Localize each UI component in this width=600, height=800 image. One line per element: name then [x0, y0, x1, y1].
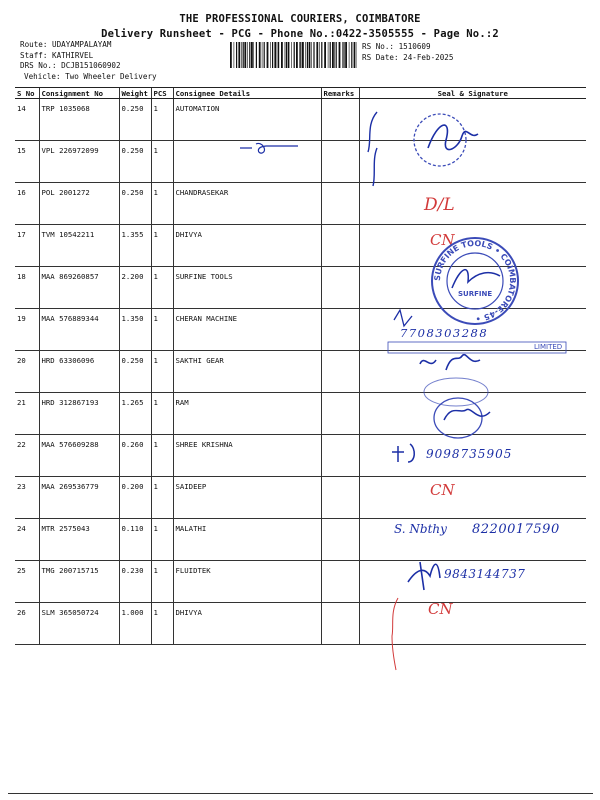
weight-cell: 0.110 [119, 519, 151, 561]
consignee-cell: SURFINE TOOLS [173, 267, 321, 309]
barcode-bar [316, 42, 318, 68]
barcode-bar [309, 42, 311, 68]
barcode-bar [238, 42, 240, 68]
consignee-cell: CHANDRASEKAR [173, 183, 321, 225]
consignee-cell: RAM [173, 393, 321, 435]
consignee-cell: CHERAN MACHINE [173, 309, 321, 351]
sno-cell: 17 [15, 225, 39, 267]
sno-cell: 22 [15, 435, 39, 477]
barcode-bar [319, 42, 320, 68]
remarks-cell [321, 141, 359, 183]
runsheet-subtitle: Delivery Runsheet - PCG - Phone No.:0422-3505555 - Page No.:2 [101, 28, 499, 40]
barcode-bar [286, 42, 287, 68]
stamp-ring-path: SURFINE TOOLS • COIMBATORE-45 • [432, 238, 518, 324]
consignee-cell: AUTOMATION [173, 99, 321, 141]
barcode-bar [307, 42, 308, 68]
barcode-bar [251, 42, 253, 68]
barcode-bar [270, 42, 271, 68]
barcode-bar [264, 42, 265, 68]
barcode-bar [262, 42, 263, 68]
barcode-bar [253, 42, 254, 68]
table-row [15, 267, 586, 309]
phone-row24: 8220017590 [472, 522, 560, 537]
barcode-bar [343, 42, 344, 68]
consignment-cell: MAA 576609288 [39, 435, 119, 477]
seal-signature-cell [359, 477, 586, 519]
seal-signature-cell [359, 141, 586, 183]
col-pcs: PCS [151, 88, 173, 99]
consignment-cell: POL 2001272 [39, 183, 119, 225]
pcs-cell: 1 [151, 561, 173, 603]
pcs-cell: 1 [151, 393, 173, 435]
phone-row25: 9843144737 [444, 567, 526, 581]
weight-cell: 1.000 [119, 603, 151, 645]
remarks-cell [321, 393, 359, 435]
weight-cell: 0.230 [119, 561, 151, 603]
pcs-cell: 1 [151, 99, 173, 141]
staff-text: Staff: KATHIRVEL [20, 50, 94, 60]
remarks-cell [321, 267, 359, 309]
table-row [15, 603, 586, 645]
consignment-cell: HRD 63306096 [39, 351, 119, 393]
rs-date-text: RS Date: 24-Feb-2025 [362, 52, 454, 62]
barcode-bar [294, 42, 295, 68]
barcode-bar [305, 42, 306, 68]
barcode-bar [234, 42, 235, 68]
rs-no-text: RS No.: 1510609 [362, 42, 431, 51]
barcode-bar [299, 42, 300, 68]
cn-mark-row26: CN [428, 600, 453, 618]
col-weight: Weight [119, 88, 151, 99]
seal-signature-cell [359, 351, 586, 393]
barcode-bar [259, 42, 261, 68]
consignment-cell: TRP 1035068 [39, 99, 119, 141]
consignment-cell: TVM 10542211 [39, 225, 119, 267]
seal-signature-cell [359, 225, 586, 267]
table-row [15, 183, 586, 225]
sno-cell: 20 [15, 351, 39, 393]
consignee-cell: FLUIDTEK [173, 561, 321, 603]
cn-mark-row17: CN [430, 231, 455, 249]
vehicle-text: Vehicle: Two Wheeler Delivery [24, 71, 157, 81]
delivered-mark: D/L [424, 195, 455, 215]
remarks-cell [321, 225, 359, 267]
meta-left [20, 40, 157, 82]
col-remarks: Remarks [321, 88, 359, 99]
barcode-bar [345, 42, 347, 68]
pcs-cell: 1 [151, 225, 173, 267]
barcode-bar [277, 42, 278, 68]
table-row [15, 99, 586, 141]
barcode [230, 42, 357, 68]
bottom-rule [8, 793, 593, 794]
consignment-cell: VPL 226972099 [39, 141, 119, 183]
barcode-bar [332, 42, 334, 68]
sno-cell: 18 [15, 267, 39, 309]
barcode-bar [300, 42, 301, 68]
remarks-cell [321, 99, 359, 141]
consignee-cell: SAKTHI GEAR [173, 351, 321, 393]
seal-signature-cell [359, 603, 586, 645]
barcode-bar [339, 42, 341, 68]
sno-cell: 14 [15, 99, 39, 141]
barcode-bar [302, 42, 304, 68]
seal-signature-cell [359, 393, 586, 435]
pcs-cell: 1 [151, 603, 173, 645]
weight-cell: 0.200 [119, 477, 151, 519]
signature-row24: S. Nbthy [394, 522, 447, 536]
barcode-bar [330, 42, 331, 68]
col-consignment: Consignment No [39, 88, 119, 99]
barcode-bar [267, 42, 269, 68]
barcode-bar [336, 42, 337, 68]
barcode-bar [236, 42, 237, 68]
barcode-bar [244, 42, 246, 68]
weight-cell: 0.250 [119, 99, 151, 141]
pcs-cell: 1 [151, 519, 173, 561]
barcode-bar [274, 42, 276, 68]
meta-right [362, 42, 453, 63]
phone-row19: 7708303288 [400, 326, 489, 340]
table-row [15, 519, 586, 561]
cn-mark-row23: CN [430, 481, 455, 499]
barcode-bar [288, 42, 290, 68]
barcode-bar [247, 42, 248, 68]
table-row [15, 141, 586, 183]
col-sno: S No [15, 88, 39, 99]
barcode-bar [281, 42, 283, 68]
sno-cell: 26 [15, 603, 39, 645]
pcs-cell: 1 [151, 309, 173, 351]
table-row [15, 435, 586, 477]
consignee-cell [173, 141, 321, 183]
sno-cell: 15 [15, 141, 39, 183]
col-seal-signature: Seal & Signature [359, 88, 586, 99]
sno-cell: 23 [15, 477, 39, 519]
table-row [15, 351, 586, 393]
weight-cell: 2.200 [119, 267, 151, 309]
barcode-bar [324, 42, 326, 68]
seal-signature-cell [359, 267, 586, 309]
consignment-cell: SLM 365050724 [39, 603, 119, 645]
barcode-bar [311, 42, 312, 68]
barcode-bar [285, 42, 286, 68]
consignment-cell: MAA 869260857 [39, 267, 119, 309]
consignment-cell: TMG 200715715 [39, 561, 119, 603]
consignment-cell: MTR 2575043 [39, 519, 119, 561]
pcs-cell: 1 [151, 141, 173, 183]
runsheet-table [15, 87, 586, 645]
barcode-bar [342, 42, 343, 68]
sno-cell: 24 [15, 519, 39, 561]
consignment-cell: MAA 576889344 [39, 309, 119, 351]
col-consignee: Consignee Details [173, 88, 321, 99]
seal-signature-cell [359, 309, 586, 351]
weight-cell: 0.260 [119, 435, 151, 477]
barcode-bar [296, 42, 298, 68]
barcode-bar [241, 42, 242, 68]
table-row [15, 393, 586, 435]
barcode-bar [230, 42, 232, 68]
barcode-bar [243, 42, 244, 68]
stamp-center-text: SURFINE [458, 290, 493, 298]
sno-cell: 25 [15, 561, 39, 603]
weight-cell: 1.355 [119, 225, 151, 267]
remarks-cell [321, 435, 359, 477]
weight-cell: 1.265 [119, 393, 151, 435]
barcode-bar [321, 42, 322, 68]
consignee-cell: SHREE KRISHNA [173, 435, 321, 477]
table-header-row [15, 88, 586, 99]
remarks-cell [321, 477, 359, 519]
pcs-cell: 1 [151, 267, 173, 309]
seal-signature-cell [359, 183, 586, 225]
barcode-bar [328, 42, 329, 68]
barcode-bar [278, 42, 279, 68]
pcs-cell: 1 [151, 435, 173, 477]
remarks-cell [321, 561, 359, 603]
remarks-cell [321, 519, 359, 561]
remarks-cell [321, 351, 359, 393]
barcode-bar [256, 42, 257, 68]
table-row [15, 225, 586, 267]
table-row [15, 309, 586, 351]
drs-text: DRS No.: DCJB151060902 [20, 61, 121, 71]
consignment-cell: MAA 269536779 [39, 477, 119, 519]
weight-cell: 1.350 [119, 309, 151, 351]
sno-cell: 16 [15, 183, 39, 225]
consignee-cell: MALATHI [173, 519, 321, 561]
pcs-cell: 1 [151, 351, 173, 393]
stamp-line-row20: LIMITED [534, 343, 563, 351]
sno-cell: 19 [15, 309, 39, 351]
barcode-bar [313, 42, 314, 68]
consignee-cell: DHIVYA [173, 603, 321, 645]
pcs-cell: 1 [151, 477, 173, 519]
consignment-cell: HRD 312867193 [39, 393, 119, 435]
pcs-cell: 1 [151, 183, 173, 225]
barcode-bar [349, 42, 350, 68]
seal-signature-cell [359, 561, 586, 603]
barcode-bar [291, 42, 292, 68]
remarks-cell [321, 309, 359, 351]
route-text: Route: UDAYAMPALAYAM [20, 40, 112, 49]
seal-signature-cell [359, 435, 586, 477]
barcode-bar [272, 42, 273, 68]
weight-cell: 0.250 [119, 141, 151, 183]
seal-signature-cell [359, 99, 586, 141]
weight-cell: 0.250 [119, 183, 151, 225]
barcode-bar [249, 42, 250, 68]
phone-row22: 9098735905 [426, 447, 513, 461]
table-row [15, 561, 586, 603]
remarks-cell [321, 603, 359, 645]
consignee-cell: DHIVYA [173, 225, 321, 267]
barcode-bar [351, 42, 352, 68]
barcode-bar [354, 42, 356, 68]
remarks-cell [321, 183, 359, 225]
table-row [15, 477, 586, 519]
consignee-cell: SAIDEEP [173, 477, 321, 519]
sno-cell: 21 [15, 393, 39, 435]
barcode-bar [334, 42, 335, 68]
company-title: THE PROFESSIONAL COURIERS, COIMBATORE [179, 13, 421, 25]
weight-cell: 0.250 [119, 351, 151, 393]
seal-signature-cell [359, 519, 586, 561]
